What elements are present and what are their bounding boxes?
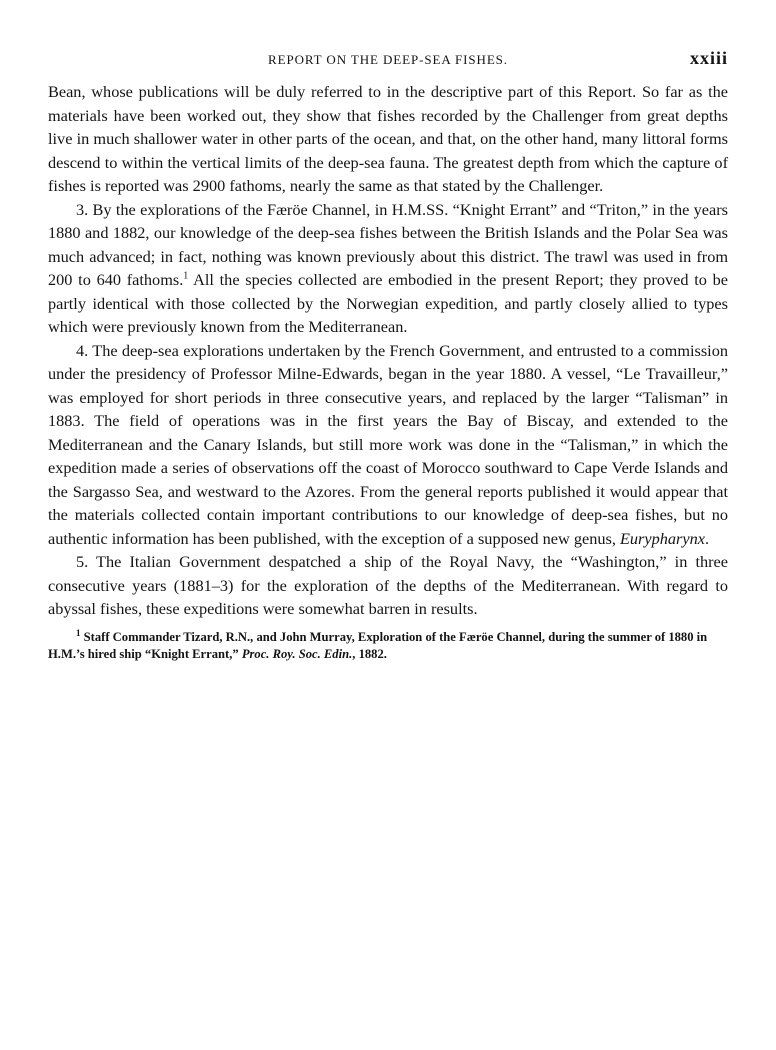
footnote-text: Staff Commander Tizard, R.N., and John Murray, Exploration of the Færöe Channel, during the summer of 1880 in H.M.’s hired ship “Knight Errant,” [48, 629, 708, 661]
paragraph-text: Bean, whose publications will be duly referred to in the descriptive part of this Report. So far as the materials have been worked out, they show that fishes recorded by the Challenger from great depths live in much shallower water in other parts of the ocean, and that, on the other hand, many littoral forms descend to within the vertical limits of the deep-sea fauna. The greatest depth from which the capture of fishes is reported was 2900 fathoms, nearly the same as that stated by the Challenger. [48, 82, 728, 195]
footnote-text: , 1882. [352, 646, 387, 661]
paragraph-faroe-channel [48, 198, 728, 339]
paragraph-text: 4. The deep-sea explorations undertaken by the French Government, and entrusted to a commission under the presidency of Professor Milne-Edwards, began in the year 1880. A vessel, “Le Travailleur,” was employed for short periods in three consecutive years, and replaced by the larger “Talisman” in 1883. The field of operations was in the first years the Bay of Biscay, and extended to the Mediterranean and the Canary Islands, but still more work was done in the “Talisman,” in which the expedition made a series of observations off the coast of Morocco southward to Cape Verde Islands and the Sargasso Sea, and westward to the Azores. From the general reports published it would appear that the materials collected contain important contributions to our knowledge of deep-sea fishes, but no authentic information has been published, with the exception of a supposed new genus, [48, 340, 728, 548]
running-title: REPORT ON THE DEEP-SEA FISHES. [268, 52, 508, 67]
paragraph-text: . [704, 528, 710, 548]
paragraph-text: 3. By the explorations of the Færöe Channel, in H.M.SS. “Knight Errant” and “Triton,” in the years 1880 and 1882, our knowledge of the deep-sea fishes between the British Islands and the Polar Sea was much advanced; in fact, nothing was known previously about this district. The trawl was used in from 200 to 640 fathoms. [48, 199, 728, 289]
genus-name: Eurypharynx [619, 528, 705, 548]
footnote [48, 629, 728, 663]
paragraph-italian-expedition [48, 550, 728, 621]
paragraph-text: All the species collected are embodied in the present Report; they proved to be partly identical with those collected by the Norwegian expedition, and partly closely allied to types which were previously known from the Mediterranean. [48, 270, 728, 336]
footnote-citation: Proc. Roy. Soc. Edin. [241, 646, 353, 661]
footnote-reference[interactable]: 1 [183, 270, 189, 282]
paragraph-continuation [48, 80, 728, 198]
paragraph-text: 5. The Italian Government despatched a ship of the Royal Navy, the “Washington,” in three consecutive years (1881–3) for the exploration of the depths of the Mediterranean. With regard to abyssal fishes, these expeditions were somewhat barren in results. [48, 552, 728, 618]
document-page [48, 48, 728, 663]
running-head [48, 48, 728, 74]
paragraph-french-expedition [48, 339, 728, 551]
footnote-number: 1 [76, 627, 81, 638]
footnotes [48, 629, 728, 663]
page-number: xxiii [689, 48, 728, 68]
